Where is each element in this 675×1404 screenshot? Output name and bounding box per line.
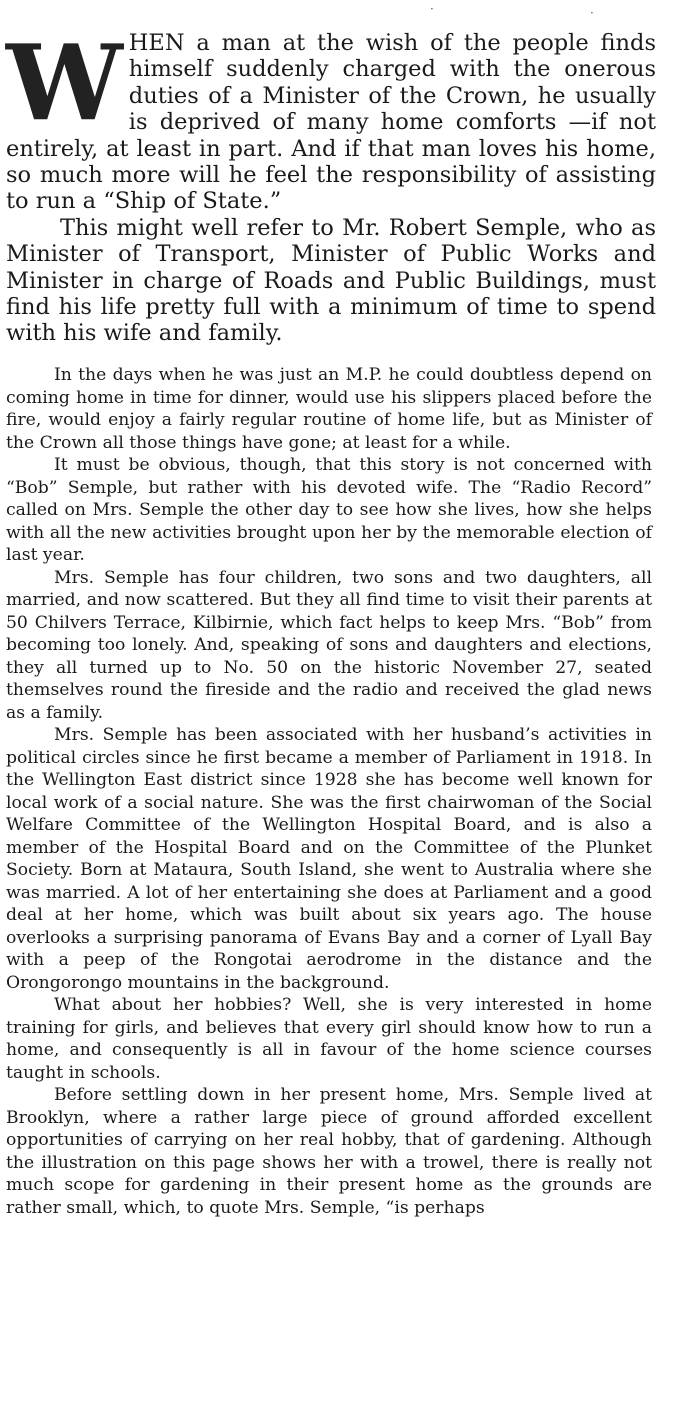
drop-cap: W [6, 21, 123, 144]
print-speck: · [430, 2, 434, 16]
body-paragraph: It must be obvious, though, that this story is not concerned with “Bob” Semple, but rather with his devoted wife. The “Radio Record” called on Mrs. Semple the other day to see how she lives, how she helps with all the new activities brought upon her by the memorable election of last year. [6, 455, 652, 565]
article-lead [6, 21, 656, 347]
body-paragraph: Mrs. Semple has been associated with her husband’s activities in political circles since he first became a member of Parliament in 1918. In the Wellington East district since 1928 she has become well known for local work of a social nature. She was the first chairwoman of the Social Welfare Committee of the Wellington Hospital Board, and is also a member of the Hospital Board and on the Committee of the Plunket Society. Born at Mataura, South Island, she went to Australia where she was married. A lot of her entertaining she does at Parliament and a good deal at her home, which was built about six years ago. The house overlooks a surprising panorama of Evans Bay and a corner of Lyall Bay with a peep of the Rongotai aerodrome in the distance and the Orongorongo mountains in the background. [6, 725, 652, 993]
body-paragraph: Mrs. Semple has four children, two sons and two daughters, all married, and now scattered. But they all find time to visit their parents at 50 Chilvers Terrace, Kilbirnie, which fact helps to keep Mrs. “Bob” from becoming too lonely. And, speaking of sons and daughters and elections, they all turned up to No. 50 on the historic November 27, seated themselves round the fireside and the radio and received the glad news as a family. [6, 567, 652, 723]
body-paragraph: Before settling down in her present home, Mrs. Semple lived at Brooklyn, where a rather large piece of ground afforded excellent opportunities of carrying on her real hobby, that of gardening. Although the illustration on this page shows her with a trowel, there is really not much scope for gardening in their present home as the grounds are rather small, which, to quote Mrs. Semple, “is perhaps [6, 1085, 652, 1218]
lead-paragraph: HEN a man at the wish of the people finds himself suddenly charged with the onerous duties of a Minister of the Crown, he usually is deprived of many home comforts —if not entirely, at least in part. And if that man loves his home, so much more will he feel the responsibility of assisting to run a “Ship of State.” [6, 30, 656, 215]
body-paragraph: What about her hobbies? Well, she is very interested in home training for girls, and believes that every girl should know how to run a home, and consequently is all in favour of the home science courses taught in schools. [6, 995, 652, 1083]
print-speck: · [590, 6, 594, 20]
body-paragraph: In the days when he was just an M.P. he could doubtless depend on coming home in time for dinner, would use his slippers placed before the fire, would enjoy a fairly regular routine of home life, but as Minister of the Crown all those things have gone; at least for a while. [6, 365, 652, 453]
lead-paragraph-2: This might well refer to Mr. Robert Semple, who as Minister of Transport, Minister of Public Works and Minister in charge of Roads and Public Buildings, must find his life pretty full with a minimum of time to spend with his wife and family. [6, 214, 656, 347]
article-body [6, 364, 652, 1219]
